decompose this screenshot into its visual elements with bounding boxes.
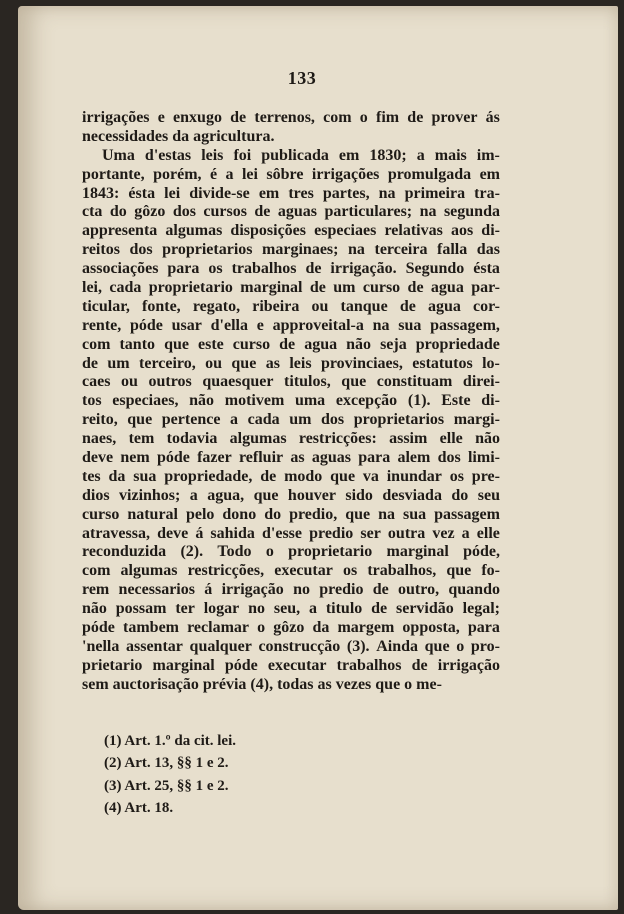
- text-line: com tanto que este curso de agua não seja propriedade: [82, 335, 500, 353]
- text-line: prietario marginal póde executar trabalhos de irrigação: [82, 656, 500, 674]
- text-line: não possam ter logar no seu, a titulo de servidão legal;: [82, 600, 500, 618]
- text-line: deve nem póde fazer refluir as aguas para alem dos limi-: [82, 449, 500, 467]
- text-line: póde tambem reclamar o gôzo da margem opposta, para: [82, 619, 500, 637]
- text-line: tos especiaes, não motivem uma excepção (1). Este di-: [82, 392, 500, 410]
- footnote: (3) Art. 25, §§ 1 e 2.: [104, 777, 229, 794]
- footnote: (1) Art. 1.º da cit. lei.: [104, 733, 237, 749]
- book-page: [18, 6, 618, 910]
- text-line: reitos dos proprietarios marginaes; na terceira falla das: [82, 241, 500, 259]
- text-line: sem auctorisação prévia (4), todas as vezes que o me-: [82, 675, 442, 693]
- text-line: portante, porém, é a lei sôbre irrigações promulgada em: [82, 165, 500, 183]
- text-line: lei, cada proprietario marginal de um curso de agua par-: [82, 279, 500, 297]
- text-line: dios vizinhos; a agua, que houver sido desviada do seu: [82, 486, 500, 504]
- text-line: caes ou outros quaesquer titulos, que constituam direi-: [82, 373, 500, 391]
- text-line: Uma d'estas leis foi publicada em 1830; a mais im-: [102, 146, 500, 164]
- text-line: necessidades da agricultura.: [82, 127, 275, 145]
- text-line: cta do gôzo dos cursos de aguas particulares; na segunda: [82, 203, 500, 221]
- text-line: rente, póde usar d'ella e approveital-a na sua passagem,: [82, 316, 500, 334]
- text-line: associações para os trabalhos de irrigação. Segundo ésta: [82, 260, 500, 278]
- text-line: atravessa, deve á sahida d'esse predio ser outra vez a elle: [82, 524, 500, 542]
- text-line: curso natural pelo dono do predio, que na sua passagem: [82, 505, 500, 523]
- page-number: 133: [287, 68, 317, 88]
- text-line: reconduzida (2). Todo o proprietario marginal póde,: [82, 543, 500, 561]
- footnote: (4) Art. 18.: [104, 799, 174, 816]
- footnote: (2) Art. 13, §§ 1 e 2.: [104, 755, 229, 772]
- text-line: naes, tem todavia algumas restricções: assim elle não: [82, 430, 500, 448]
- text-line: tes da sua propriedade, de modo que va inundar os pre-: [82, 467, 500, 485]
- text-line: reito, que pertence a cada um dos proprietarios margi-: [82, 411, 500, 429]
- text-line: com algumas restricções, executar os trabalhos, que fo-: [82, 562, 500, 580]
- text-line: rem necessarios á irrigação no predio de outro, quando: [82, 581, 500, 599]
- text-line: irrigações e enxugo de terrenos, com o fim de prover ás: [82, 109, 500, 126]
- text-line: ticular, fonte, regato, ribeira ou tanque de agua cor-: [82, 297, 500, 315]
- text-line: 'nella assentar qualquer construcção (3). Ainda que o pro-: [82, 637, 500, 655]
- body-text: [82, 109, 500, 695]
- footnotes: [104, 730, 354, 819]
- text-line: de um terceiro, ou que as leis provinciaes, estatutos lo-: [82, 354, 500, 372]
- text-line: 1843: ésta lei divide-se em tres partes, na primeira tra-: [82, 184, 500, 202]
- text-line: appresenta algumas disposições especiaes relativas aos di-: [82, 222, 500, 240]
